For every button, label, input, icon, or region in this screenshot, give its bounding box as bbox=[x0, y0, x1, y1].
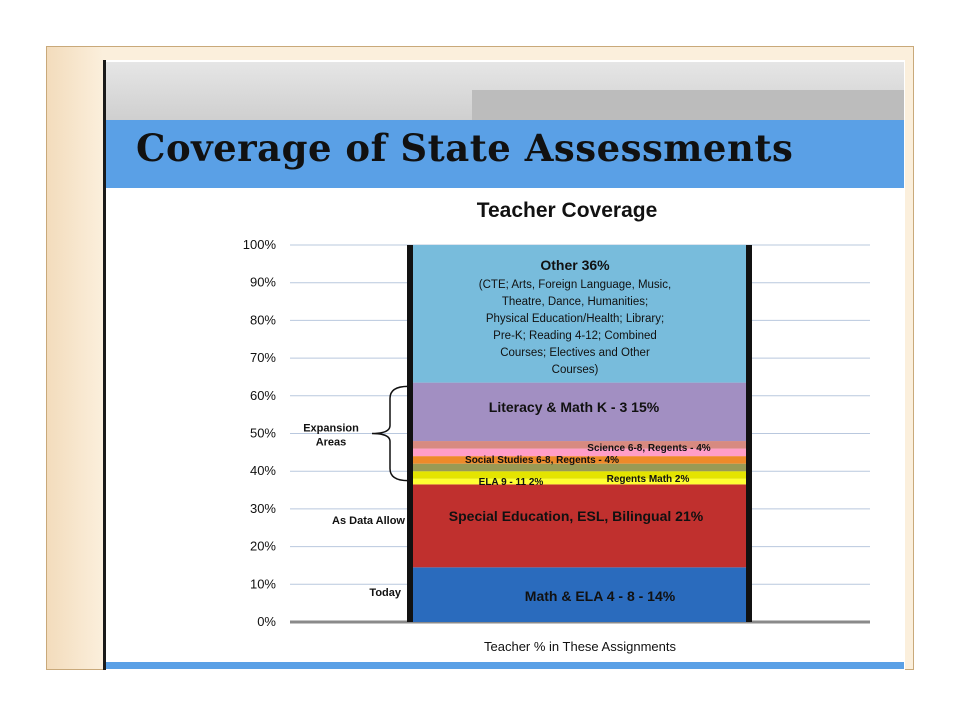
annotations bbox=[303, 386, 408, 598]
y-tick-label: 40% bbox=[249, 463, 276, 479]
segment-detail-line: Pre-K; Reading 4-12; Combined bbox=[493, 330, 657, 342]
segment-label: Science 6-8, Regents - 4% bbox=[587, 443, 711, 454]
segment-label: Special Education, ESL, Bilingual 21% bbox=[448, 508, 704, 524]
segment-detail-line: Courses) bbox=[551, 364, 599, 376]
annotation-label: Today bbox=[369, 586, 401, 599]
y-tick-label: 70% bbox=[249, 350, 276, 366]
chart-title: Teacher Coverage bbox=[476, 199, 658, 222]
y-tick-label: 20% bbox=[249, 538, 276, 554]
bar-border-right bbox=[746, 245, 752, 622]
annotation-label: Expansion bbox=[303, 422, 359, 435]
y-tick-label: 60% bbox=[249, 387, 276, 403]
annotation-label: Areas bbox=[315, 436, 347, 449]
slide-title: Coverage of State Assessments bbox=[136, 126, 794, 170]
y-tick-label: 100% bbox=[242, 237, 276, 252]
annotation-label: As Data Allow bbox=[332, 515, 405, 528]
segment-detail-line: Theatre, Dance, Humanities; bbox=[501, 296, 649, 308]
x-axis-label: Teacher % in These Assignments bbox=[484, 639, 676, 654]
segment-detail-line: Physical Education/Health; Library; bbox=[485, 313, 665, 325]
y-tick-label: 30% bbox=[249, 500, 276, 516]
bar-segments bbox=[407, 245, 752, 622]
bar-segment bbox=[413, 471, 746, 479]
segment-label: Regents Math 2% bbox=[606, 474, 690, 485]
bar-border-left bbox=[407, 245, 413, 622]
y-tick-label: 90% bbox=[249, 274, 276, 290]
segment-label: Other 36% bbox=[540, 257, 610, 273]
segment-label: Math & ELA 4 - 8 - 14% bbox=[524, 588, 676, 604]
segment-detail-line: (CTE; Arts, Foreign Language, Music, bbox=[478, 279, 672, 291]
y-tick-label: 0% bbox=[257, 614, 276, 629]
segment-detail-line: Courses; Electives and Other bbox=[500, 347, 650, 359]
y-tick-label: 50% bbox=[249, 425, 276, 441]
y-tick-label: 80% bbox=[249, 312, 276, 328]
segment-label: Social Studies 6-8, Regents - 4% bbox=[465, 455, 619, 466]
bar-segment bbox=[413, 484, 746, 567]
y-axis-ticks bbox=[243, 237, 277, 629]
segment-label: Literacy & Math K - 3 15% bbox=[488, 399, 660, 415]
y-tick-label: 10% bbox=[249, 576, 276, 592]
segment-label: ELA 9 - 11 2% bbox=[478, 477, 544, 488]
bar-segment bbox=[413, 479, 746, 485]
